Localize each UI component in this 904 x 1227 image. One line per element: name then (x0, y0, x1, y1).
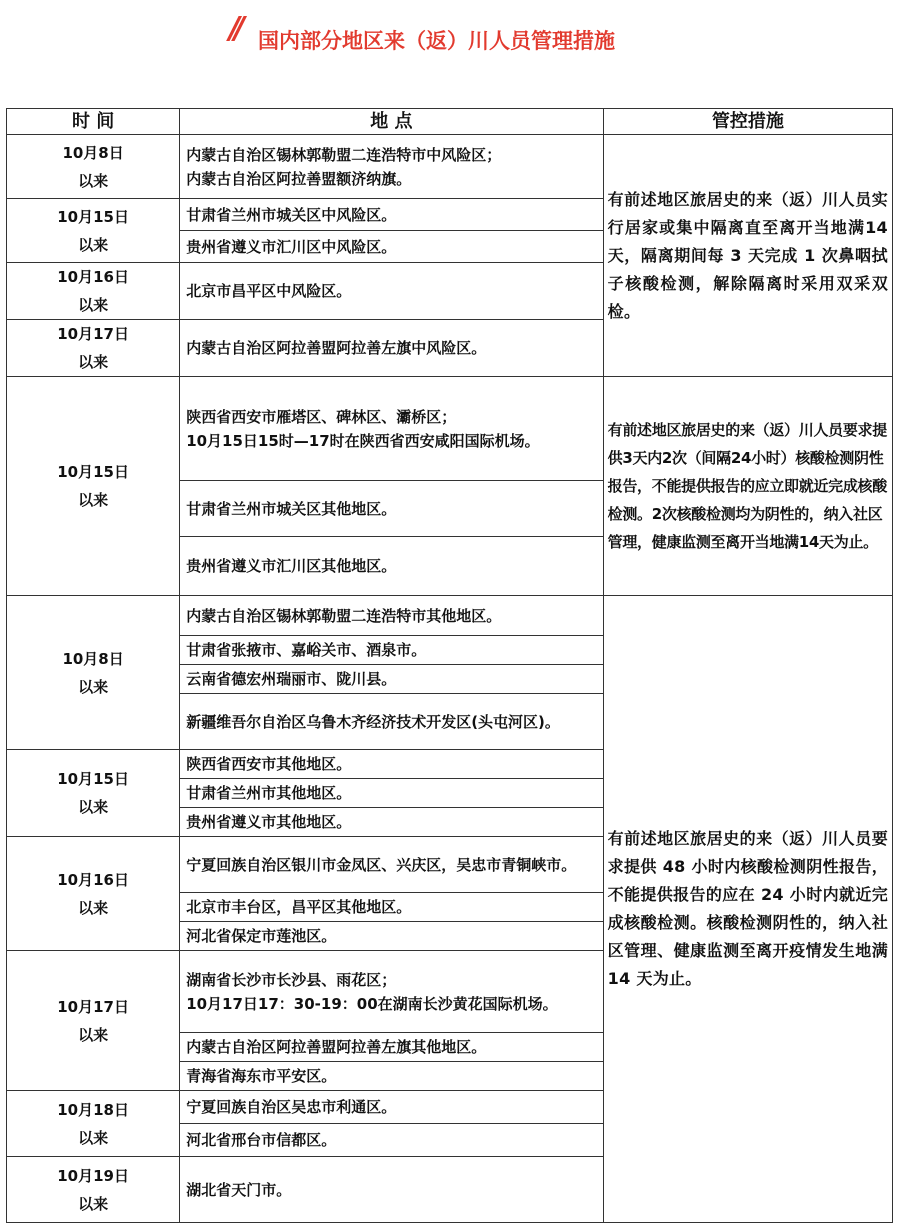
location-cell: 甘肃省张掖市、嘉峪关市、酒泉市。 (180, 636, 603, 665)
time-cell: 10月15日 以来 (7, 199, 180, 263)
location-cell: 内蒙古自治区阿拉善盟阿拉善左旗中风险区。 (180, 320, 603, 377)
time-cell: 10月18日 以来 (7, 1091, 180, 1157)
location-cell: 内蒙古自治区阿拉善盟阿拉善左旗其他地区。 (180, 1033, 603, 1062)
table-row (7, 377, 893, 481)
location-cell: 宁夏回族自治区吴忠市利通区。 (180, 1091, 603, 1124)
location-cell: 云南省德宏州瑞丽市、陇川县。 (180, 665, 603, 694)
location-cell: 宁夏回族自治区银川市金凤区、兴庆区，吴忠市青铜峡市。 (180, 837, 603, 893)
location-cell: 河北省邢台市信都区。 (180, 1124, 603, 1157)
time-cell: 10月19日 以来 (7, 1157, 180, 1223)
location-cell: 河北省保定市莲池区。 (180, 922, 603, 951)
location-cell: 湖北省天门市。 (180, 1157, 603, 1223)
location-cell: 贵州省遵义市汇川区中风险区。 (180, 231, 603, 263)
measure-cell: 有前述地区旅居史的来（返）川人员要求提供 48 小时内核酸检测阴性报告，不能提供报告的应在 24 小时内就近完成核酸检测。核酸检测阴性的，纳入社区管理、健康监测至离开疫情发生地满 14 天为止。 (603, 596, 892, 1223)
column-header-location: 地 点 (180, 109, 603, 135)
location-cell: 陕西省西安市其他地区。 (180, 750, 603, 779)
measure-cell: 有前述地区旅居史的来（返）川人员要求提供3天内2次（间隔24小时）核酸检测阴性报告，不能提供报告的应立即就近完成核酸检测。2次核酸检测均为阴性的，纳入社区管理，健康监测至离开当地满14天为止。 (603, 377, 892, 596)
page-title: 国内部分地区来（返）川人员管理措施 (258, 29, 615, 53)
header (0, 0, 904, 70)
location-cell: 内蒙古自治区锡林郭勒盟二连浩特市中风险区； 内蒙古自治区阿拉善盟额济纳旗。 (180, 135, 603, 199)
time-cell: 10月17日 以来 (7, 951, 180, 1091)
location-cell: 北京市昌平区中风险区。 (180, 263, 603, 320)
location-cell: 甘肃省兰州市城关区其他地区。 (180, 481, 603, 537)
time-cell: 10月8日 以来 (7, 596, 180, 750)
title-decoration: // (229, 11, 239, 46)
location-cell: 湖南省长沙市长沙县、雨花区； 10月17日17：30-19：00在湖南长沙黄花国际机场。 (180, 951, 603, 1033)
time-cell: 10月15日 以来 (7, 377, 180, 596)
column-header-time: 时 间 (7, 109, 180, 135)
location-cell: 贵州省遵义市其他地区。 (180, 808, 603, 837)
time-cell: 10月17日 以来 (7, 320, 180, 377)
location-cell: 新疆维吾尔自治区乌鲁木齐经济技术开发区(头屯河区)。 (180, 694, 603, 750)
table-header-row (7, 109, 893, 135)
time-cell: 10月15日 以来 (7, 750, 180, 837)
column-header-measures: 管控措施 (603, 109, 892, 135)
location-cell: 内蒙古自治区锡林郭勒盟二连浩特市其他地区。 (180, 596, 603, 636)
location-cell: 陕西省西安市雁塔区、碑林区、灞桥区； 10月15日15时—17时在陕西省西安咸阳国际机场。 (180, 377, 603, 481)
measures-table (6, 108, 893, 1223)
time-cell: 10月8日 以来 (7, 135, 180, 199)
location-cell: 甘肃省兰州市城关区中风险区。 (180, 199, 603, 231)
time-cell: 10月16日 以来 (7, 837, 180, 951)
table-row (7, 135, 893, 199)
table-row (7, 596, 893, 636)
location-cell: 贵州省遵义市汇川区其他地区。 (180, 537, 603, 596)
measure-cell: 有前述地区旅居史的来（返）川人员实行居家或集中隔离直至离开当地满14 天，隔离期间每 3 天完成 1 次鼻咽拭子核酸检测，解除隔离时采用双采双检。 (603, 135, 892, 377)
location-cell: 青海省海东市平安区。 (180, 1062, 603, 1091)
location-cell: 甘肃省兰州市其他地区。 (180, 779, 603, 808)
location-cell: 北京市丰台区，昌平区其他地区。 (180, 893, 603, 922)
time-cell: 10月16日 以来 (7, 263, 180, 320)
